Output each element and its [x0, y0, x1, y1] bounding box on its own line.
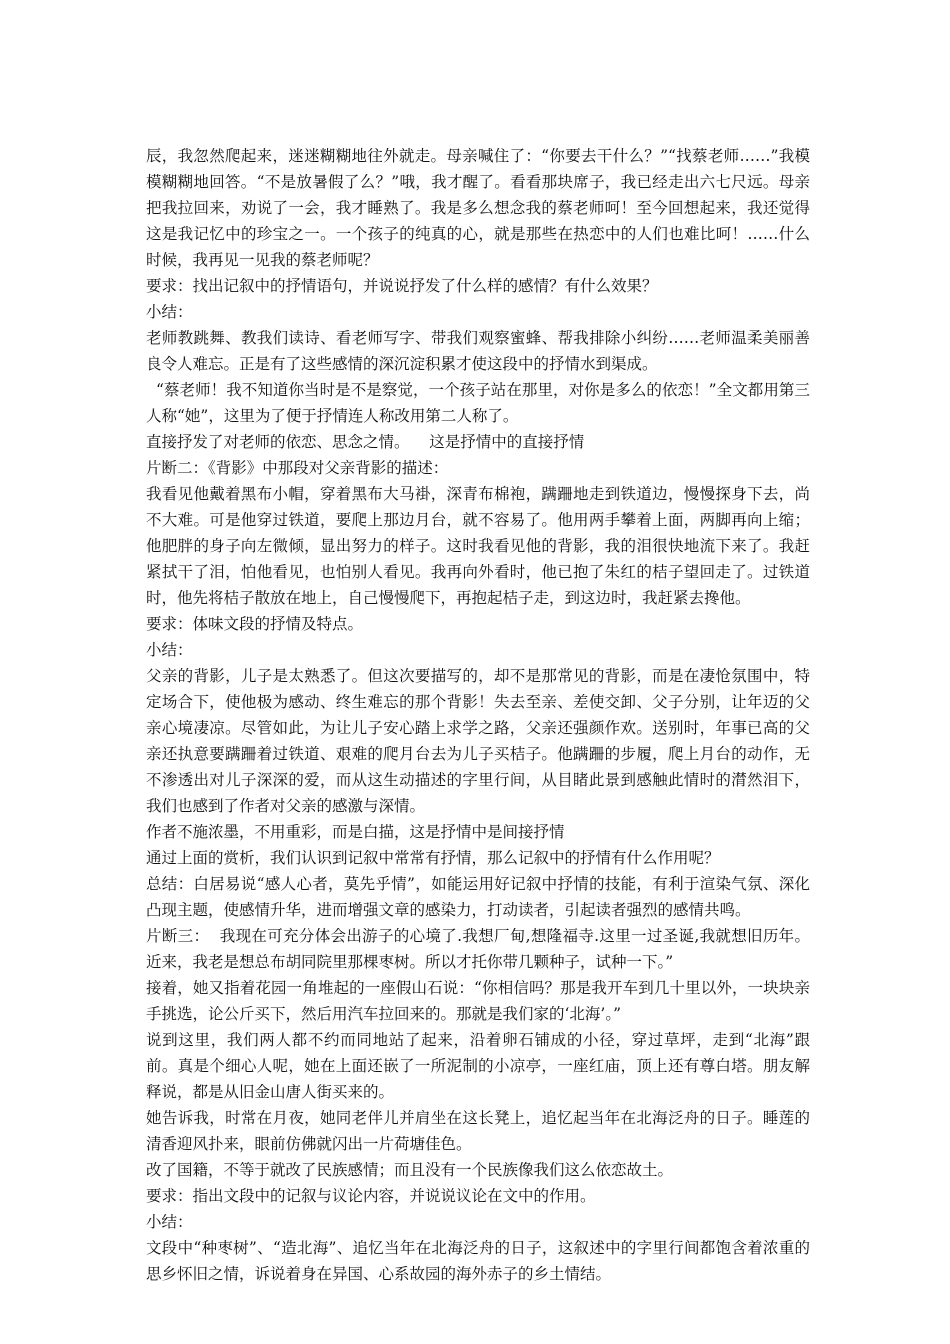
paragraph: 改了国籍，不等于就改了民族感情；而且没有一个民族像我们这么依恋故土。 — [146, 1161, 674, 1179]
paragraph: 直接抒发了对老师的依恋、思念之情。 这是抒情中的直接抒情 — [146, 433, 585, 451]
requirement-line: 要求：指出文段中的记叙与议论内容，并说说议论在文中的作用。 — [146, 1187, 596, 1205]
paragraph: 接着，她又指着花园一角堆起的一座假山石说：“你相信吗？那是我开车到几十里以外，一块块亲手挑选，论公斤买下，然后用汽车拉回来的。那就是我们家的‘北海’。” — [146, 979, 810, 1023]
paragraph: 作者不施浓墨，不用重彩，而是白描，这是抒情中是间接抒情 — [146, 823, 565, 841]
summary-label: 小结： — [146, 303, 193, 321]
requirement-line: 要求：体味文段的抒情及特点。 — [146, 615, 364, 633]
paragraph: 父亲的背影，儿子是太熟悉了。但这次要描写的，却不是那常见的背影，而是在凄怆氛围中，特定场合下，使他极为感动、终生难忘的那个背影！失去至亲、差使交卸、父子分别，让年迈的父亲心境凄凉。尽管如此，为让儿子安心踏上求学之路，父亲还强颜作欢。送别时，年事已高的父亲还执意要蹒跚着过铁道、艰难的爬月台去为儿子买桔子。他蹒跚的步履，爬上月台的动作，无不渗透出对儿子深深的爱，而从这生动描述的字里行间，从目睹此景到感触此情时的潸然泪下，我们也感到了作者对父亲的感激与深情。 — [146, 667, 810, 815]
section-heading: 片断三： 我现在可充分体会出游子的心境了.我想厂甸,想隆福寺.这里一过圣诞,我就想旧历年。近来，我老是想总布胡同院里那棵枣树。所以才托你带几颗种子，试种一下。” — [146, 927, 810, 971]
paragraph: 说到这里，我们两人都不约而同地站了起来，沿着卵石铺成的小径，穿过草坪，走到“北海”跟前。真是个细心人呢，她在上面还嵌了一所泥制的小凉亭，一座红庙，顶上还有尊白塔。朋友解释说，都是从旧金山唐人街买来的。 — [146, 1031, 810, 1101]
paragraph: 总结：白居易说“感人心者，莫先乎情”，如能运用好记叙中抒情的技能，有利于渲染气氛、深化凸现主题，使感情升华，进而增强文章的感染力，打动读者，引起读者强烈的感情共鸣。 — [146, 875, 810, 919]
document-page — [146, 143, 810, 1287]
paragraph: “蔡老师！我不知道你当时是不是察觉，一个孩子站在那里，对你是多么的依恋！”全文都用第三人称“她”，这里为了便于抒情连人称改用第二人称了。 — [146, 381, 810, 425]
paragraph: 文段中“种枣树”、“造北海”、追忆当年在北海泛舟的日子，这叙述中的字里行间都饱含着浓重的思乡怀旧之情，诉说着身在异国、心系故园的海外赤子的乡土情结。 — [146, 1239, 810, 1283]
paragraph: 我看见他戴着黑布小帽，穿着黑布大马褂，深青布棉袍，蹒跚地走到铁道边，慢慢探身下去，尚不大难。可是他穿过铁道，要爬上那边月台，就不容易了。他用两手攀着上面，两脚再向上缩；他肥胖的身子向左微倾，显出努力的样子。这时我看见他的背影，我的泪很快地流下来了。我赶紧拭干了泪，怕他看见，也怕别人看见。我再向外看时，他已抱了朱红的桔子望回走了。过铁道时，他先将桔子散放在地上，自己慢慢爬下，再抱起桔子走，到这边时，我赶紧去搀他。 — [146, 485, 810, 607]
summary-label: 小结： — [146, 1213, 193, 1231]
paragraph: 辰，我忽然爬起来，迷迷糊糊地往外就走。母亲喊住了：“你要去干什么？”“找蔡老师……”我模模糊糊地回答。“不是放暑假了么？”哦，我才醒了。看看那块席子，我已经走出六七尺远。母亲把我拉回来，劝说了一会，我才睡熟了。我是多么想念我的蔡老师呵！至今回想起来，我还觉得这是我记忆中的珍宝之一。一个孩子的纯真的心，就是那些在热恋中的人们也难比呵！……什么时候，我再见一见我的蔡老师呢？ — [146, 147, 810, 269]
paragraph: 老师教跳舞、教我们读诗、看老师写字、带我们观察蜜蜂、帮我排除小纠纷……老师温柔美丽善良令人难忘。正是有了这些感情的深沉淀积累才使这段中的抒情水到渠成。 — [146, 329, 810, 373]
requirement-line: 要求：找出记叙中的抒情语句，并说说抒发了什么样的感情？有什么效果？ — [146, 277, 658, 295]
paragraph: 她告诉我，时常在月夜，她同老伴儿并肩坐在这长凳上，追忆起当年在北海泛舟的日子。睡莲的清香迎风扑来，眼前仿佛就闪出一片荷塘佳色。 — [146, 1109, 810, 1153]
summary-label: 小结： — [146, 641, 193, 659]
paragraph: 通过上面的赏析，我们认识到记叙中常常有抒情，那么记叙中的抒情有什么作用呢？ — [146, 849, 720, 867]
section-heading: 片断二：《背影》中那段对父亲背影的描述： — [146, 459, 449, 477]
